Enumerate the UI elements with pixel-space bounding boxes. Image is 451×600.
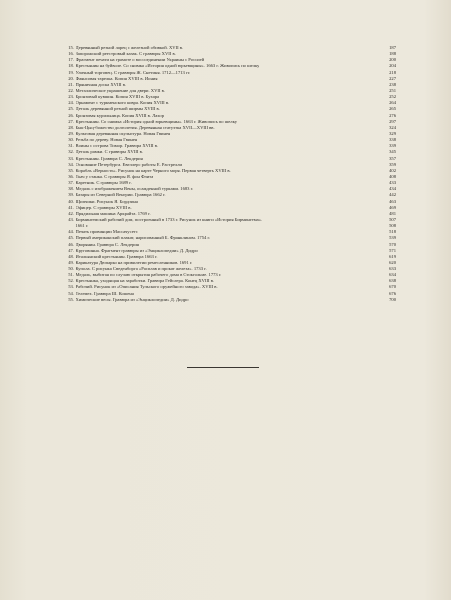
item-title: Печать провинции Массачусетс bbox=[75, 229, 138, 235]
item-page-number: 571 bbox=[389, 247, 396, 253]
item-page-number: 251 bbox=[389, 87, 396, 93]
item-number: 44. bbox=[68, 229, 74, 235]
item-page-number: 463 bbox=[389, 198, 396, 204]
item-page-number: 620 bbox=[389, 259, 396, 265]
item-page-number: 481 bbox=[389, 210, 396, 216]
item-page-number: 265 bbox=[389, 106, 396, 112]
item-number: 29. bbox=[68, 130, 74, 136]
item-number: 51. bbox=[68, 272, 74, 278]
list-item bbox=[64, 297, 396, 303]
item-page-number: 200 bbox=[389, 57, 396, 63]
item-page-number: 408 bbox=[389, 173, 396, 179]
item-page-number: 402 bbox=[389, 167, 396, 173]
item-page-number: 297 bbox=[389, 118, 396, 124]
item-number: 46. bbox=[68, 241, 74, 247]
item-number: 55. bbox=[68, 296, 74, 302]
item-title: Деталь деревянной резной ширмы XVIII в. bbox=[75, 106, 160, 112]
item-page-number: 700 bbox=[389, 296, 396, 302]
item-number: 54. bbox=[68, 290, 74, 296]
item-page-number: 508 bbox=[389, 223, 396, 229]
item-title: Металлическое украшение для двери. XVII в. bbox=[75, 87, 165, 93]
item-title: 1661 г. bbox=[75, 223, 89, 229]
item-number: 19. bbox=[68, 69, 74, 75]
item-page-number: 676 bbox=[389, 290, 396, 296]
item-number: 40. bbox=[68, 198, 74, 204]
item-title: Резьба по дереву. Новая Гвинея bbox=[75, 137, 138, 143]
item-page-number: 204 bbox=[389, 63, 396, 69]
item-page-number: 638 bbox=[389, 278, 396, 284]
item-page-number: 634 bbox=[389, 272, 396, 278]
item-title: Фрагмент печати на грамоте о воссоединении Украины с Россией bbox=[75, 57, 205, 63]
item-page-number: 507 bbox=[389, 216, 396, 222]
item-title: Итальянский крестьянин. Гравюра 1663 г. bbox=[75, 253, 158, 259]
item-page-number: 670 bbox=[389, 284, 396, 290]
item-title: Корабль «Верность». Рисунок на карте Черного моря. Первая четверть XVIII в. bbox=[75, 167, 231, 173]
item-number: 48. bbox=[68, 253, 74, 259]
item-title: Деталь рамки. С гравюры XVIII в. bbox=[75, 149, 143, 155]
item-page-number: 329 bbox=[389, 130, 396, 136]
section-divider bbox=[187, 367, 259, 368]
item-number: 24. bbox=[68, 100, 74, 106]
item-number: 16. bbox=[68, 51, 74, 57]
item-page-number: 619 bbox=[389, 253, 396, 259]
item-number: 41. bbox=[68, 204, 74, 210]
item-number: 37. bbox=[68, 180, 74, 186]
item-page-number: 339 bbox=[389, 143, 396, 149]
item-page-number: 433 bbox=[389, 180, 396, 186]
item-number: 26. bbox=[68, 112, 74, 118]
item-title: Культовая деревянная скульптура. Новая Гвинея bbox=[75, 130, 171, 136]
item-title: Круговинна. Фрагмент гравюры из «Энциклопедии» Д. Дидро bbox=[75, 247, 198, 253]
item-number: 23. bbox=[68, 94, 74, 100]
item-number: 49. bbox=[68, 259, 74, 265]
item-number: 31. bbox=[68, 143, 74, 149]
item-number: 39. bbox=[68, 192, 74, 198]
item-number: 32. bbox=[68, 149, 74, 155]
item-number: 36. bbox=[68, 173, 74, 179]
item-number: 53. bbox=[68, 284, 74, 290]
item-page-number: 539 bbox=[389, 235, 396, 241]
item-title: Рабочий. Рисунок из «Описания Тульского оружейного завода». XVIII в. bbox=[75, 284, 218, 290]
item-page-number: 238 bbox=[389, 81, 396, 87]
item-title: Химические весы. Гравюра из «Энциклопедии» Д. Дидро bbox=[75, 296, 189, 302]
item-title: Карикатура Дюпарко на привилегии ремесленников. 1691 г. bbox=[75, 259, 193, 265]
item-page-number: 338 bbox=[389, 137, 396, 143]
item-title: Бык-Цыц-божество долголетия. Деревянная статуэтка XVII—XVIII вв. bbox=[75, 124, 215, 130]
item-title: Основание Петербурга. Евеллерс работы Е. Растрелли bbox=[75, 161, 182, 167]
item-page-number: 345 bbox=[389, 149, 396, 155]
item-title: Телемех. Гравюра Ш. Кошена bbox=[75, 290, 134, 296]
item-title: Базары из Северной Венгрии. Гравюра 1662 г. bbox=[75, 192, 166, 198]
item-page-number: 357 bbox=[389, 155, 396, 161]
item-page-number: 324 bbox=[389, 124, 396, 130]
item-number: 22. bbox=[68, 87, 74, 93]
item-title: Запорожский реестровый казак. С гравюры XVII в. bbox=[75, 51, 176, 57]
item-number: 20. bbox=[68, 75, 74, 81]
item-title: Крестьянин на буйволе. Со снимка «История одной юрьевщины». 1663 г. Живопись по шелку bbox=[75, 63, 260, 69]
item-page-number: 434 bbox=[389, 186, 396, 192]
item-page-number: 469 bbox=[389, 204, 396, 210]
item-title: Первый американский плакат, нарисованный Б. Франклином. 1754 г. bbox=[75, 235, 210, 241]
item-title: Щипчики. Рисунок Я. Бордзина bbox=[75, 198, 138, 204]
item-title: Офицер. С гравюры XVIII в. bbox=[75, 204, 132, 210]
item-number: 50. bbox=[68, 266, 74, 272]
item-number: 52. bbox=[68, 278, 74, 284]
item-page-number: 188 bbox=[389, 51, 396, 57]
item-title: Крестьянин. Гравюра С. Лекдерия bbox=[75, 155, 143, 161]
item-number: 45. bbox=[68, 235, 74, 241]
item-page-number: 187 bbox=[389, 45, 396, 50]
item-number: 25. bbox=[68, 106, 74, 112]
item-page-number: 633 bbox=[389, 266, 396, 272]
item-number: 38. bbox=[68, 186, 74, 192]
item-title: Уличный торговец. С гравюры Ж. Снетиня. 1712—1713 гг. bbox=[75, 69, 191, 75]
item-page-number: 264 bbox=[389, 100, 396, 106]
item-title: Купола. С рисунка Сведенборга «Расплав и прокат железа». 1733 г. bbox=[75, 266, 207, 272]
item-page-number: 442 bbox=[389, 192, 396, 198]
item-title: Деревянный резной ларец с железной обивкой. XVII в. bbox=[75, 45, 184, 50]
item-number: 47. bbox=[68, 247, 74, 253]
item-number: 42. bbox=[68, 210, 74, 216]
item-title: Медаль, выбитая по случаю открытия рабочего дома в Стокгольме. 1773 г. bbox=[75, 272, 222, 278]
item-number: 34. bbox=[68, 161, 74, 167]
item-title: Дворянин. Гравюра С. Лекдерия bbox=[75, 241, 139, 247]
item-number: 27. bbox=[68, 118, 74, 124]
item-page-number: 359 bbox=[389, 161, 396, 167]
item-title: Каретник. С гравюры 1689 г. bbox=[75, 180, 132, 186]
item-title: Пряничная доска XVIII в. bbox=[75, 81, 127, 87]
item-title: Медаль с изображением Вены, осажденной турками. 1683 г. bbox=[75, 186, 194, 192]
item-title: Орнамент с туркменского ковра. Копия XVIII в. bbox=[75, 100, 170, 106]
item-page-number: 252 bbox=[389, 94, 396, 100]
item-number: 28. bbox=[68, 124, 74, 130]
item-page-number: 227 bbox=[389, 75, 396, 81]
item-number: 43. bbox=[68, 216, 74, 222]
item-title: Крестьянин. Со снимка «История одной юрьевщины». 1663 г. Живопись по шелку bbox=[75, 118, 238, 124]
item-title: Бирмингемский рабочий дом, построенный в 1733 г. Рисунок из книги «История Бирмингема». bbox=[75, 216, 263, 222]
item-page-number: 518 bbox=[389, 229, 396, 235]
item-number: 21. bbox=[68, 81, 74, 87]
item-title: Бронзовый кувшин. Копия XVIII в. Бухара bbox=[75, 94, 160, 100]
item-number: 17. bbox=[68, 57, 74, 63]
item-page-number: 570 bbox=[389, 241, 396, 247]
illustration-list bbox=[64, 45, 396, 303]
item-number: 30. bbox=[68, 137, 74, 143]
item-number: 33. bbox=[68, 155, 74, 161]
item-title: Прядильная машина Аркрайта. 1769 г. bbox=[75, 210, 151, 216]
item-title: Воины с острова Тимор. Гравюра XVIII в. bbox=[75, 143, 159, 149]
item-title: Ткач у станка. С гравюры Я. фон Флита bbox=[75, 173, 154, 179]
item-title: Бронзовая курильница. Копия XVIII в. Лахор bbox=[75, 112, 165, 118]
item-title: Крестьянка, уходящая на заработки. Гравюра Гейслера. Конец XVIII в. bbox=[75, 278, 215, 284]
item-page-number: 218 bbox=[389, 69, 396, 75]
item-number: 15. bbox=[68, 45, 74, 50]
item-title: Фаянсовая тарелка. Копия XVIII в. Иония bbox=[75, 75, 158, 81]
item-page-number: 276 bbox=[389, 112, 396, 118]
item-number: 18. bbox=[68, 63, 74, 69]
item-number: 35. bbox=[68, 167, 74, 173]
